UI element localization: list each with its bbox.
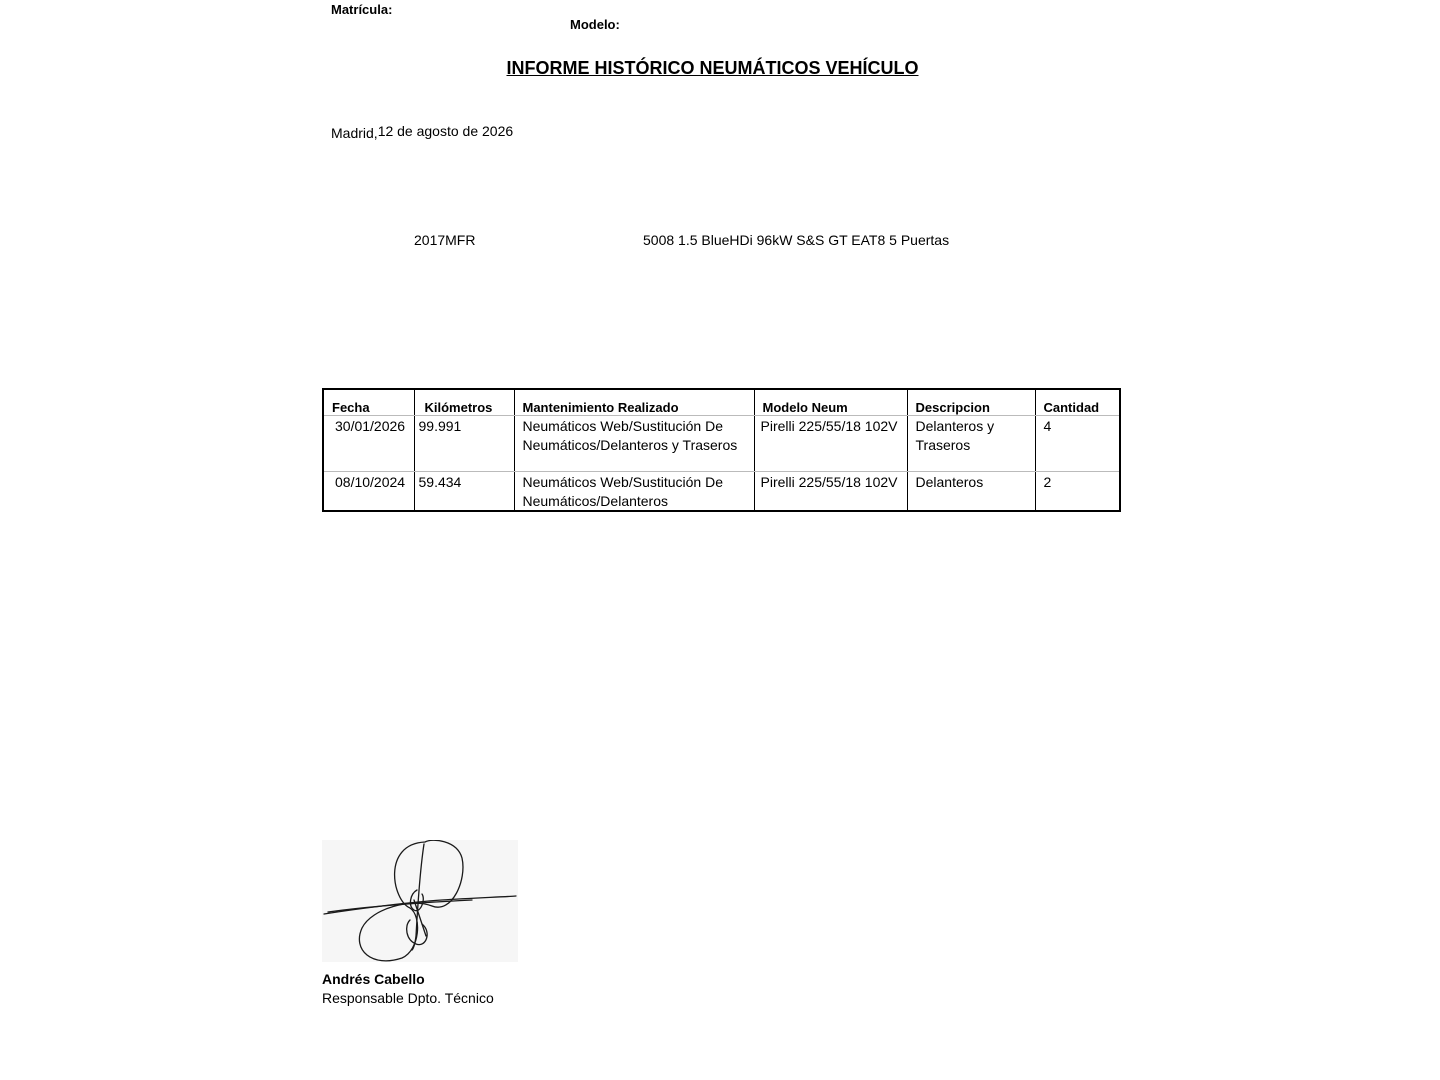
cell-descripcion: Delanteros y Traseros <box>907 416 1035 472</box>
report-date: 12 de agosto de 2026 <box>377 123 514 139</box>
table-row <box>324 416 1119 472</box>
cell-descripcion: Delanteros <box>907 472 1035 511</box>
cell-kilometros: 99.991 <box>414 416 514 472</box>
cell-mantenimiento: Neumáticos Web/Sustitución De Neumáticos/Delanteros <box>514 472 754 511</box>
report-title: INFORME HISTÓRICO NEUMÁTICOS VEHÍCULO <box>506 58 919 78</box>
modelo-value: 5008 1.5 BlueHDi 96kW S&S GT EAT8 5 Puertas <box>643 232 950 248</box>
signer-role: Responsable Dpto. Técnico <box>322 990 494 1006</box>
report-date-line <box>331 123 513 139</box>
matricula-value: 2017MFR <box>414 232 476 248</box>
cell-cantidad: 4 <box>1035 416 1119 472</box>
signature-drawing <box>322 840 518 962</box>
header-fecha: Fecha <box>324 390 414 416</box>
cell-modelo-neum: Pirelli 225/55/18 102V <box>754 472 907 511</box>
cell-fecha: 08/10/2024 <box>335 474 406 490</box>
tire-history-grid <box>324 390 1119 510</box>
header-modelo-neum: Modelo Neum <box>754 390 907 416</box>
tire-history-table <box>322 388 1121 512</box>
cell-mantenimiento: Neumáticos Web/Sustitución De Neumáticos/Delanteros y Traseros <box>514 416 754 472</box>
table-row <box>324 472 1119 511</box>
modelo-label: Modelo: <box>570 17 620 32</box>
cell-kilometros: 59.434 <box>414 472 514 511</box>
cell-fecha: 30/01/2026 <box>324 416 414 472</box>
table-header-row <box>324 390 1119 416</box>
cell-cantidad: 2 <box>1035 472 1119 511</box>
header-kilometros: Kilómetros <box>414 390 514 416</box>
handwritten-signature <box>322 840 518 962</box>
header-descripcion: Descripcion <box>907 390 1035 416</box>
header-cantidad: Cantidad <box>1035 390 1119 416</box>
header-mantenimiento: Mantenimiento Realizado <box>514 390 754 416</box>
cell-modelo-neum: Pirelli 225/55/18 102V <box>754 416 907 472</box>
signer-name: Andrés Cabello <box>322 971 425 987</box>
report-city: Madrid, <box>331 125 378 141</box>
matricula-label: Matrícula: <box>331 2 393 17</box>
